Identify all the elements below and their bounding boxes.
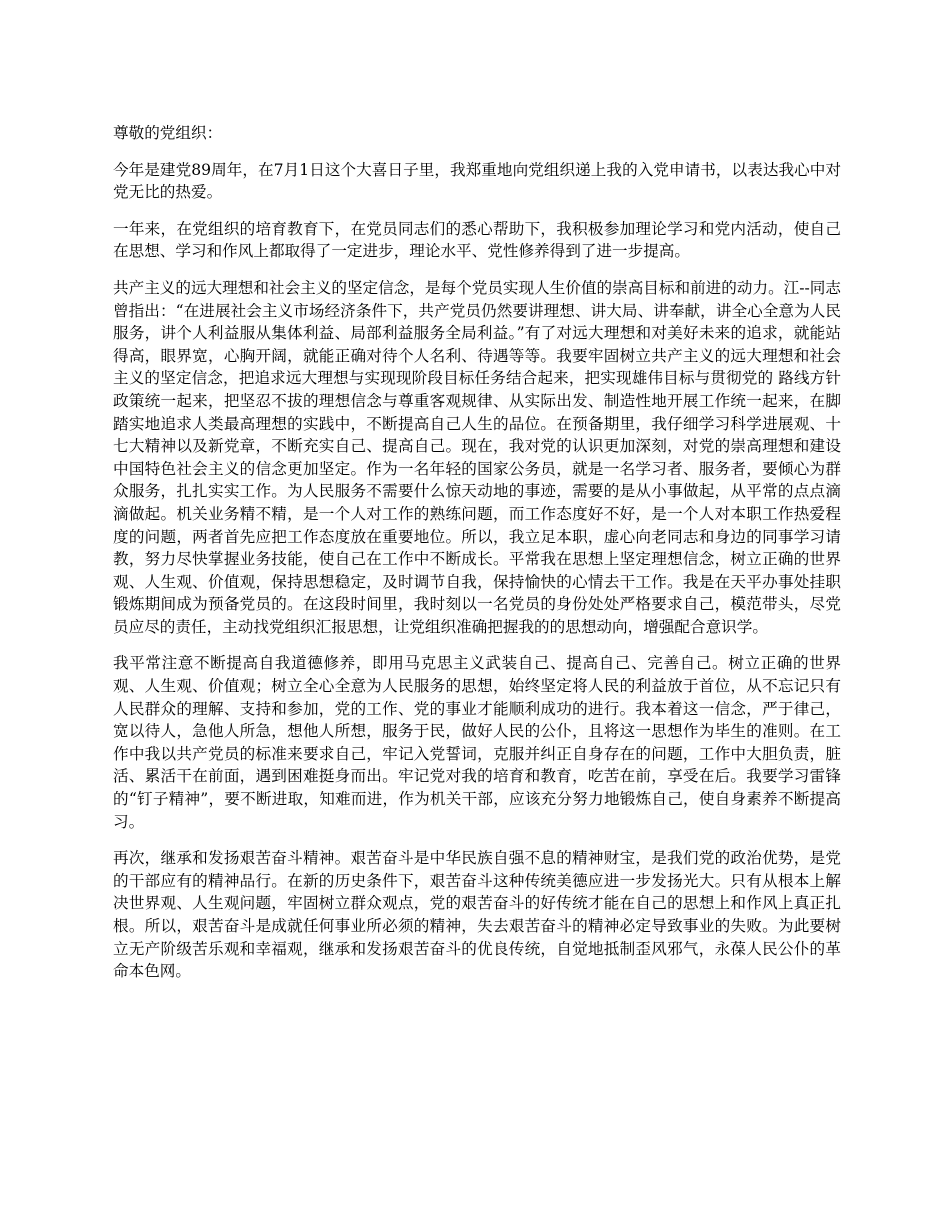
paragraph-hard-work: 再次，继承和发扬艰苦奋斗精神。艰苦奋斗是中华民族自强不息的精神财宝，是我们党的政治优势，是党的干部应有的精神品行。在新的历史条件下，艰苦奋斗这种传统美德应进一步发扬光大。只有从根本上解决世界观、人生观问题，牢固树立群众观点，党的艰苦奋斗的好传统才能在自己的思想上和作风上真正扎根。所以，艰苦奋斗是成就任何事业所必须的精神，失去艰苦奋斗的精神必定导致事业的失败。为此要树立无产阶级苦乐观和幸福观，继承和发扬艰苦奋斗的优良传统，自觉地抵制歪风邪气，永葆人民公仆的革命本色网。 [113, 849, 841, 981]
paragraph-progress: 一年来，在党组织的培育教育下，在党员同志们的悉心帮助下，我积极参加理论学习和党内活动，使自己在思想、学习和作风上都取得了一定进步，理论水平、党性修养得到了进一步提高。 [113, 219, 841, 261]
paragraph-ideals: 共产主义的远大理想和社会主义的坚定信念，是每个党员实现人生价值的崇高目标和前进的动力。江--同志曾指出：“在进展社会主义市场经济条件下，共产党员仍然要讲理想、讲大局、讲奉献，讲全心全意为人民服务，讲个人利益服从集体利益、局部利益服务全局利益。”有了对远大理想和对美好未来的追求，就能站得高，眼界宽，心胸开阔，就能正确对待个人名利、待遇等等。我要牢固树立共产主义的远大理想和社会主义的坚定信念，把追求远大理想与实现现阶段目标任务结合起来，把实现雄伟目标与贯彻党的 路线方针政策统一起来，把坚忍不拔的理想信念与尊重客观规律、从实际出发、制造性地开展工作统一起来，在脚踏实地追求人类最高理想的实践中，不断提高自己人生的品位。在预备期里，我仔细学习科学进展观、十七大精神以及新党章，不断充实自己、提高自己。现在，我对党的认识更加深刻，对党的崇高理想和建设中国特色社会主义的信念更加坚定。作为一名年轻的国家公务员，就是一名学习者、服务者，要倾心为群众服务，扎扎实实工作。为人民服务不需要什么惊天动地的事迹，需要的是从小事做起，从平常的点点滴滴做起。机关业务精不精，是一个人对工作的熟练问题，而工作态度好不好，是一个人对本职工作热爱程度的问题，两者首先应把工作态度放在重要地位。所以，我立足本职，虚心向老同志和身边的同事学习请教，努力尽快掌握业务技能，使自己在工作中不断成长。平常我在思想上坚定理想信念，树立正确的世界观、人生观、价值观，保持思想稳定，及时调节自我，保持愉快的心情去干工作。我是在天平办事处挂职锻炼期间成为预备党员的。在这段时间里，我时刻以一名党员的身份处处严格要求自己，模范带头，尽党员应尽的责任，主动找党组织汇报思想，让党组织准确把握我的的思想动向，增强配合意识学。 [113, 278, 841, 636]
paragraph-morality: 我平常注意不断提高自我道德修养，即用马克思主义武装自己、提高自己、完善自己。树立正确的世界观、人生观、价值观；树立全心全意为人民服务的思想，始终坚定将人民的利益放于首位，从不忘记只有人民群众的理解、支持和参加，党的工作、党的事业才能顺利成功的进行。我本着这一信念，严于律己，宽以待人，急他人所急，想他人所想，服务于民，做好人民的公仆，且将这一思想作为毕生的准则。在工作中我以共产党员的标准来要求自己，牢记入党誓词，克服并纠正自身存在的问题，工作中大胆负责，脏活、累活干在前面，遇到困难挺身而出。牢记党对我的培育和教育，吃苦在前，享受在后。我要学习雷锋的“钉子精神”，要不断进取，知难而进，作为机关干部，应该充分努力地锻炼自己，使自身素养不断提高习。 [113, 654, 841, 831]
document-body [113, 122, 841, 997]
salutation: 尊敬的党组织： [113, 124, 223, 142]
paragraph-anniversary: 今年是建党89周年，在7月1日这个大喜日子里，我郑重地向党组织递上我的入党申请书，以表达我心中对党无比的热爱。 [113, 160, 841, 202]
